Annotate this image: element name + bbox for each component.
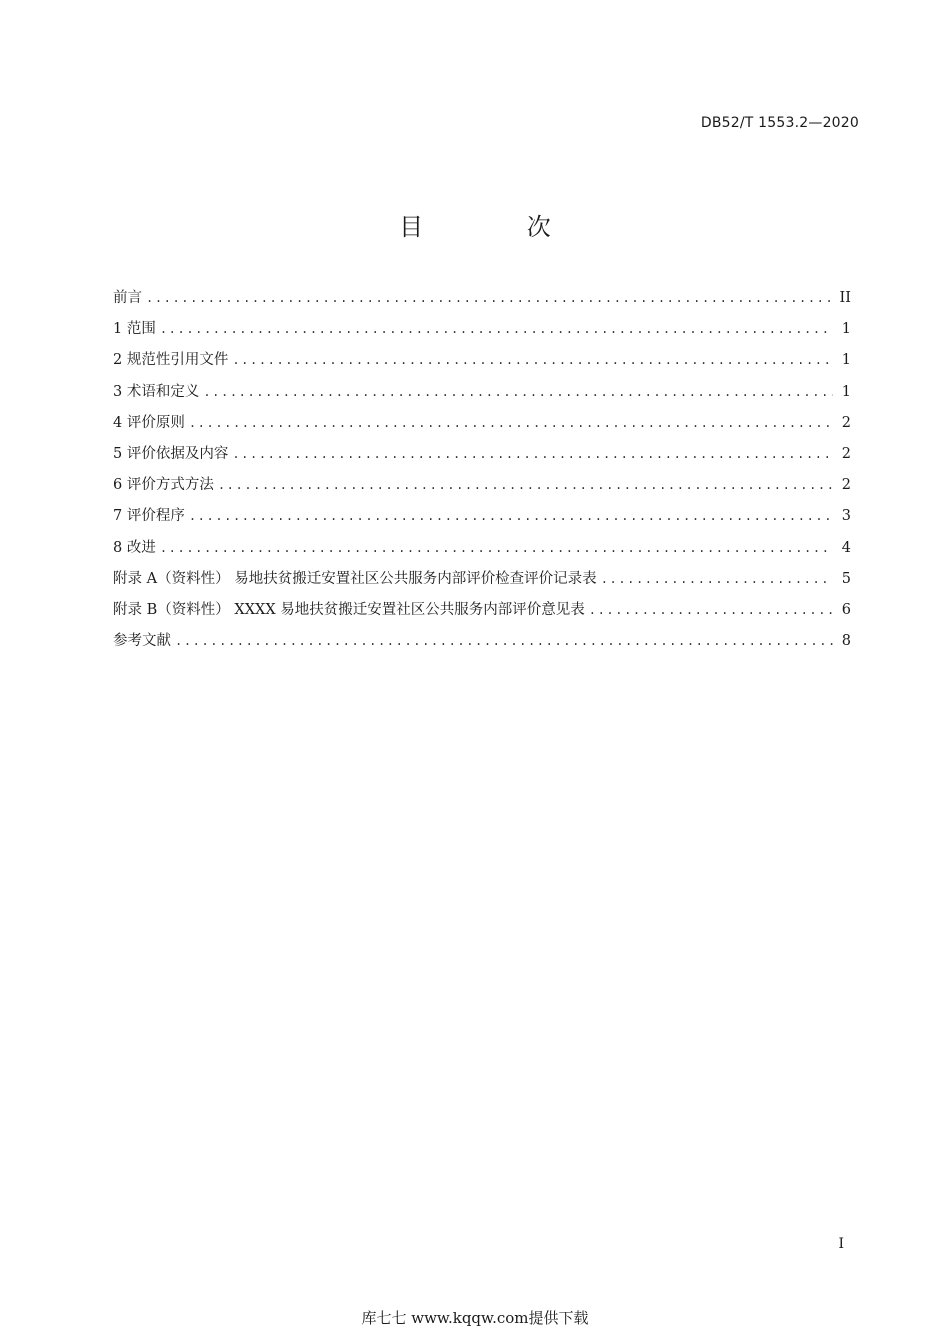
toc-entry-page: 2 — [841, 477, 851, 494]
toc-entry-normative-references[interactable] — [113, 348, 851, 379]
toc-entry-label: 附录 B（资料性） XXXX 易地扶贫搬迁安置社区公共服务内部评价意见表 — [113, 601, 585, 618]
toc-entry-label: 附录 A（资料性） 易地扶贫搬迁安置社区公共服务内部评价检查评价记录表 — [113, 570, 597, 587]
document-code: DB52/T 1553.2—2020 — [700, 115, 859, 131]
toc-entry-scope[interactable] — [113, 317, 851, 348]
toc-entry-label: 参考文献 — [113, 633, 171, 650]
toc-entry-evaluation-basis[interactable] — [113, 442, 851, 473]
toc-entry-page: 1 — [841, 352, 851, 369]
toc-title: 目 次 — [399, 213, 599, 241]
toc-dot-leader — [189, 509, 833, 523]
toc-entry-label: 5 评价依据及内容 — [113, 445, 229, 462]
toc-dot-leader — [175, 634, 833, 648]
toc-entry-evaluation-principles[interactable] — [113, 411, 851, 442]
toc-entry-label: 4 评价原则 — [113, 414, 185, 431]
toc-dot-leader — [189, 416, 833, 430]
toc-entry-page: 2 — [841, 445, 851, 462]
page-number: I — [838, 1236, 844, 1252]
download-watermark: 库七七 www.kqqw.com提供下载 — [361, 1309, 589, 1327]
toc-entry-evaluation-procedure[interactable] — [113, 504, 851, 535]
toc-dot-leader — [232, 447, 833, 461]
toc-dot-leader — [232, 353, 833, 367]
toc-dot-leader — [160, 541, 833, 555]
toc-entry-terms-definitions[interactable] — [113, 380, 851, 411]
toc-entry-appendix-a[interactable] — [113, 567, 851, 598]
toc-entry-label: 8 改进 — [113, 539, 156, 556]
toc-entry-bibliography[interactable] — [113, 629, 851, 660]
toc-entry-page: 1 — [841, 321, 851, 338]
toc-dot-leader — [160, 322, 833, 336]
toc-entry-label: 前言 — [113, 290, 142, 306]
toc-entry-label: 7 评价程序 — [113, 508, 185, 525]
toc-dot-leader — [146, 291, 833, 305]
toc-entry-label: 1 范围 — [113, 321, 156, 338]
toc-dot-leader — [218, 478, 833, 492]
toc-dot-leader — [601, 572, 833, 586]
toc-entry-evaluation-methods[interactable] — [113, 473, 851, 504]
table-of-contents — [113, 286, 851, 660]
toc-entry-page: II — [839, 290, 851, 306]
toc-entry-appendix-b[interactable] — [113, 598, 851, 629]
toc-entry-page: 4 — [841, 539, 851, 556]
toc-entry-page: 1 — [841, 383, 851, 400]
toc-entry-label: 3 术语和定义 — [113, 383, 200, 400]
toc-entry-page: 2 — [841, 414, 851, 431]
toc-entry-page: 5 — [841, 570, 851, 587]
toc-entry-improvement[interactable] — [113, 536, 851, 567]
toc-entry-label: 2 规范性引用文件 — [113, 352, 229, 369]
toc-entry-label: 6 评价方式方法 — [113, 477, 214, 494]
toc-dot-leader — [203, 385, 833, 399]
toc-entry-page: 6 — [841, 601, 851, 618]
toc-dot-leader — [589, 603, 833, 617]
toc-entry-foreword[interactable] — [113, 286, 851, 317]
toc-entry-page: 8 — [841, 633, 851, 650]
toc-entry-page: 3 — [841, 508, 851, 525]
